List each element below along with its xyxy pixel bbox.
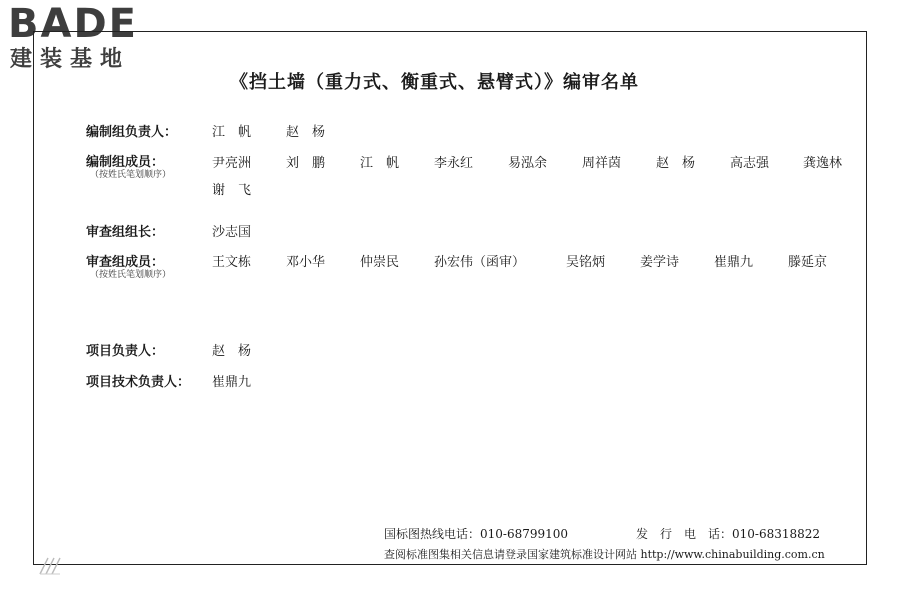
drawing-frame [33,31,867,565]
logo-chinese-text: 建装基地 [10,47,131,72]
compile-member-name: 尹亮洲 [212,156,252,171]
logo-latin-text: BADE [8,1,138,47]
compile-member-name: 龚逸林 [803,156,843,171]
review-lead-label: 审查组组长： [86,225,165,240]
review-member-name: 滕延京 [788,255,828,270]
review-member-name: 孙宏伟（函审） [434,255,526,270]
review-member-name: 仲崇民 [360,255,400,270]
review-member-name: 王文栋 [212,255,252,270]
hotline-phone: 国标图热线电话：010-68799100 [384,527,569,541]
project-tech-lead-label: 项目技术负责人： [86,375,191,390]
compile-member-name: 刘 鹏 [286,156,326,171]
page-title: 《挡土墙（重力式、衡重式、悬臂式）》编审名单 [230,72,639,93]
compile-member-name: 易泓余 [508,156,548,171]
project-lead-label: 项目负责人： [86,344,165,359]
review-member-name: 崔鼎九 [714,255,754,270]
review-members-label: 审查组成员： [86,255,165,270]
review-lead-name: 沙志国 [212,225,252,240]
compile-member-name: 李永红 [434,156,474,171]
compile-member-name: 赵 杨 [656,156,696,171]
compile-lead-name: 赵 杨 [286,125,326,140]
compile-lead-label: 编制组负责人： [86,125,178,140]
review-member-name: 姜学诗 [640,255,680,270]
compile-member-name: 江 帆 [360,156,400,171]
review-member-name: 邓小华 [286,255,326,270]
review-members-order-note: （按姓氏笔划顺序） [90,270,172,280]
project-lead-name: 赵 杨 [212,344,252,359]
project-tech-lead-name: 崔鼎九 [212,375,252,390]
corner-mark-icon [38,552,62,578]
compile-member-name: 高志强 [730,156,770,171]
website-note: 查阅标准图集相关信息请登录国家建筑标准设计网站 http://www.chinabuilding.com.cn [384,548,825,561]
distribution-phone: 发 行 电 话：010-68318822 [636,527,821,541]
compile-members-label: 编制组成员： [86,155,165,170]
compile-member-name: 谢 飞 [212,183,252,198]
compile-member-name: 周祥茵 [582,156,622,171]
compile-members-order-note: （按姓氏笔划顺序） [90,170,172,180]
compile-lead-name: 江 帆 [212,125,252,140]
review-member-name: 吴铭炳 [566,255,606,270]
